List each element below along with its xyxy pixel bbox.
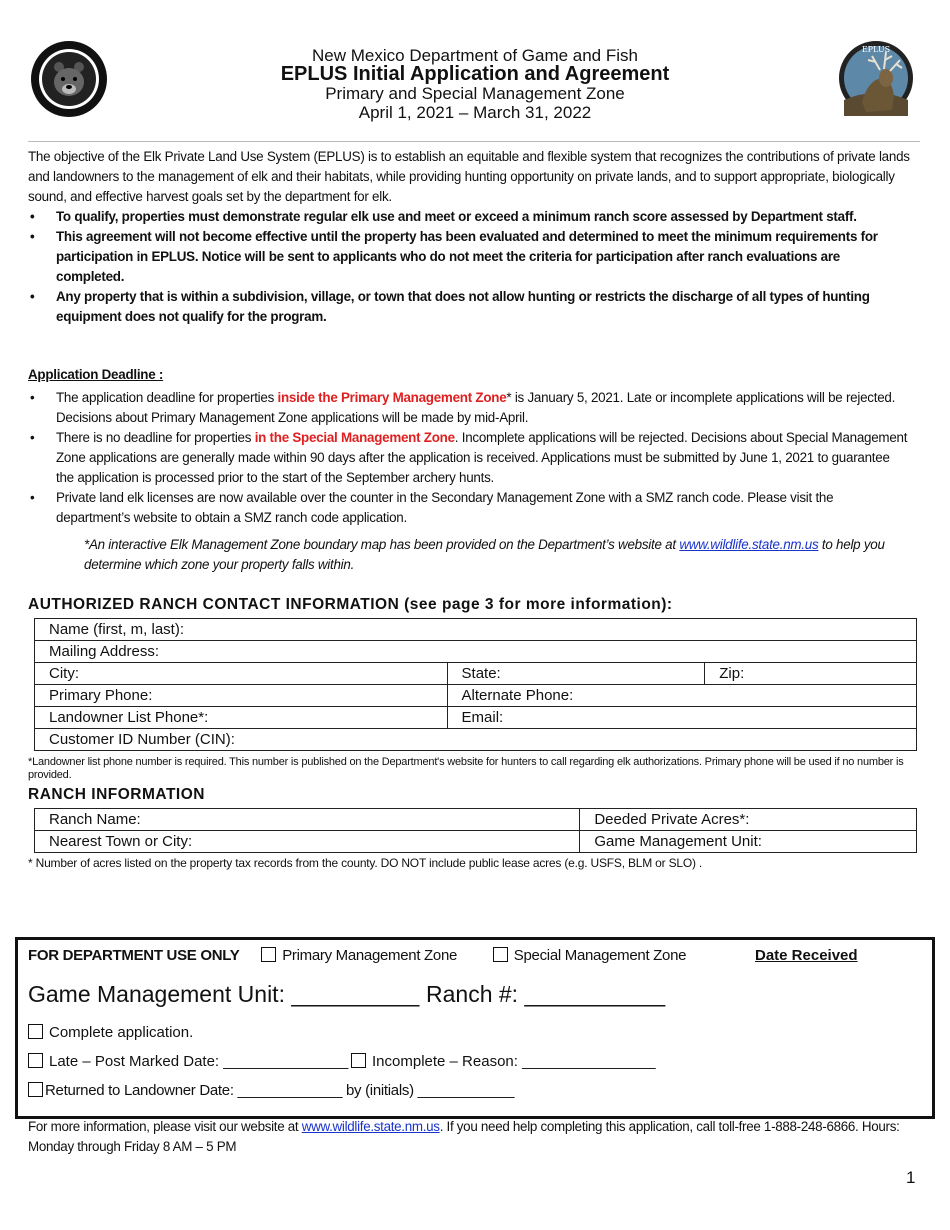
agency-name: New Mexico Department of Game and Fish [312, 46, 638, 65]
ranch-table [34, 808, 917, 853]
requirements-list [28, 207, 900, 327]
acres-footnote: * Number of acres listed on the property tax records from the county. DO NOT include public lease acres (e.g. USFS, BLM or SLO) . [28, 856, 703, 870]
list-item: • To qualify, properties must demonstrate regular elk use and meet or exceed a minimum ranch score assessed by Department staff. [30, 209, 857, 224]
page-title: EPLUS Initial Application and Agreement [280, 63, 670, 85]
special-zone-highlight: in the Special Management Zone [254, 430, 455, 445]
list-item: • The application deadline for properties inside the Primary Management Zone* is January 5, 2021. Late or incomplete applications will be rejected. Decisions about Primary Management Zone applications will be made by mid-April. [30, 390, 896, 425]
cin-field[interactable]: Customer ID Number (CIN): [35, 729, 917, 751]
returned-label: Returned to Landowner Date: _____________ by (initials) ____________ [45, 1082, 515, 1099]
late-checkbox[interactable] [28, 1053, 43, 1068]
page-subtitle: Primary and Special Management Zone [325, 84, 625, 103]
ranch-name-field[interactable]: Ranch Name: [35, 809, 580, 831]
page-number: 1 [906, 1168, 916, 1187]
name-field[interactable]: Name (first, m, last): [35, 619, 917, 641]
list-item: • There is no deadline for properties in the Special Management Zone. Incomplete applications will be rejected. Decisions about Special Management Zone applications are generally made within 90 days after the application is received. Applications must be submitted by June 1, 2021 to guarantee the application is processed prior to the start of the September archery hunts. [30, 430, 908, 485]
ranch-section-title: RANCH INFORMATION [28, 786, 205, 803]
primary-phone-field[interactable]: Primary Phone: [35, 685, 448, 707]
state-field[interactable]: State: [447, 663, 705, 685]
landowner-phone-field[interactable]: Landowner List Phone*: [35, 707, 448, 729]
primary-zone-checkbox[interactable] [261, 947, 276, 962]
footer-info: For more information, please visit our website at www.wildlife.state.nm.us. If you need help completing this application, call toll-free 1-888-248-6866. Hours: Monday through Friday 8 AM – 5 PM [28, 1119, 900, 1154]
department-use-box [15, 937, 935, 1119]
complete-checkbox[interactable] [28, 1024, 43, 1039]
department-use-label: FOR DEPARTMENT USE ONLY [28, 947, 240, 964]
gmu-field[interactable]: Game Management Unit: [580, 831, 917, 853]
special-zone-label: Special Management Zone [513, 947, 687, 964]
map-note: *An interactive Elk Management Zone boundary map has been provided on the Department’s website at www.wildlife.state.nm.us to help you determine which zone your property falls within. [84, 537, 885, 572]
deeded-acres-field[interactable]: Deeded Private Acres*: [580, 809, 917, 831]
incomplete-checkbox[interactable] [351, 1053, 366, 1068]
mailing-address-field[interactable]: Mailing Address: [35, 641, 917, 663]
list-item: • Any property that is within a subdivision, village, or town that does not allow hunting or restricts the discharge of all types of hunting equipment does not qualify for the program. [30, 289, 870, 324]
primary-zone-label: Primary Management Zone [282, 947, 458, 964]
dept-ranch-number: Ranch #: ___________ [426, 981, 666, 1007]
dept-gmu-line: Game Management Unit: __________ [28, 981, 420, 1007]
date-received-label: Date Received [755, 947, 858, 964]
alternate-phone-field[interactable]: Alternate Phone: [447, 685, 916, 707]
primary-zone-highlight: inside the Primary Management Zone [277, 390, 507, 405]
returned-checkbox[interactable] [28, 1082, 43, 1097]
landowner-phone-footnote: *Landowner list phone number is required. This number is published on the Department's website for hunters to call regarding elk authorizations. Primary phone will be used if no number is provided. [28, 756, 904, 781]
special-zone-checkbox[interactable] [493, 947, 508, 962]
deadline-list [28, 388, 908, 528]
zip-field[interactable]: Zip: [705, 663, 917, 685]
late-label: Late – Post Marked Date: _______________ [49, 1053, 349, 1070]
list-item: • This agreement will not become effective until the property has been evaluated and determined to meet the minimum requirements for participation in EPLUS. Notice will be sent to applicants who do not meet the criteria for participation after ranch evaluations are completed. [30, 229, 878, 284]
eplus-logo-text: EPLUS [861, 45, 891, 54]
website-link[interactable]: www.wildlife.state.nm.us [679, 537, 819, 552]
incomplete-label: Incomplete – Reason: ________________ [372, 1053, 656, 1070]
license-year: April 1, 2021 – March 31, 2022 [358, 103, 592, 122]
header-divider [28, 141, 920, 142]
complete-label: Complete application. [49, 1024, 194, 1041]
deadline-heading: Application Deadline : [28, 367, 164, 382]
nearest-town-field[interactable]: Nearest Town or City: [35, 831, 580, 853]
page-header [0, 46, 950, 122]
email-field[interactable]: Email: [447, 707, 916, 729]
contact-table [34, 618, 917, 751]
footer-website-link[interactable]: www.wildlife.state.nm.us [301, 1119, 440, 1134]
contact-section-title: AUTHORIZED RANCH CONTACT INFORMATION (see page 3 for more information): [28, 596, 673, 613]
intro-paragraph: The objective of the Elk Private Land Use System (EPLUS) is to establish an equitable and flexible system that recognizes the contributions of private lands and landowners to the management of elk and their habitats, while providing hunting opportunity on private lands, and to support appropriate, biologically sound, and effective harvest goals set by the department for elk. [28, 149, 910, 204]
list-item: • Private land elk licenses are now available over the counter in the Secondary Management Zone with a SMZ ranch code. Please visit the department’s website to obtain a SMZ ranch code application. [30, 490, 834, 525]
city-field[interactable]: City: [35, 663, 448, 685]
